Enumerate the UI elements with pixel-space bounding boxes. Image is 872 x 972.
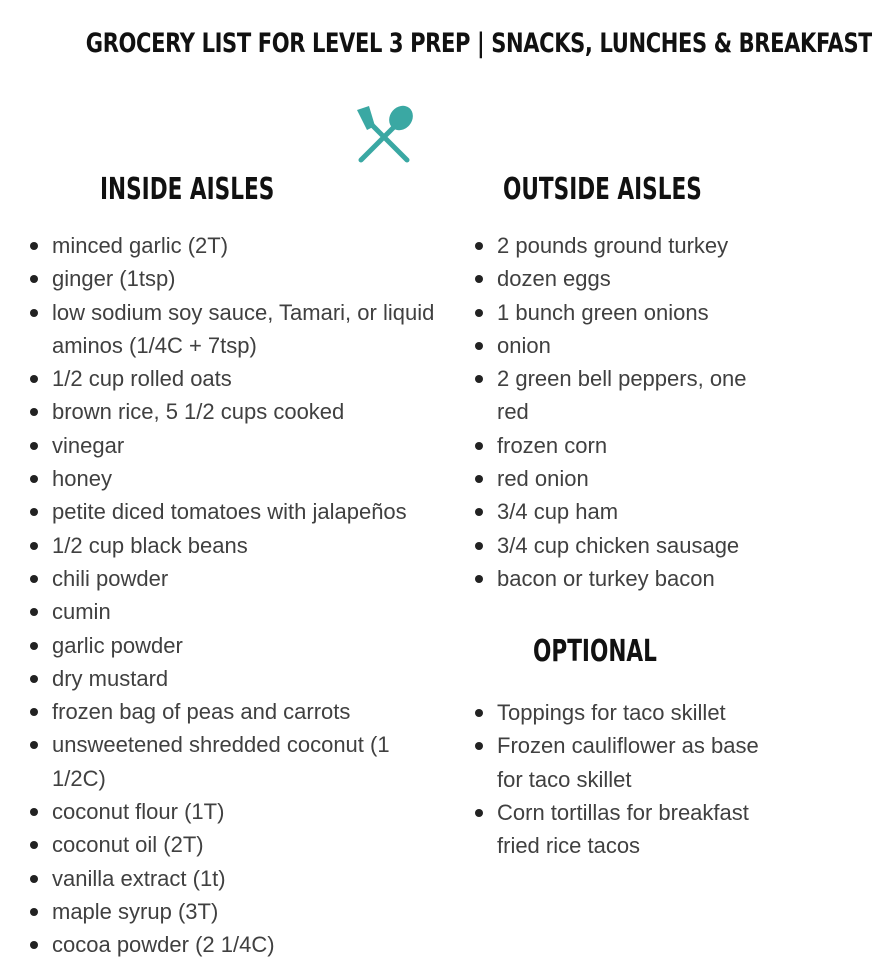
list-item: coconut flour (1T) — [27, 795, 437, 828]
list-item: low sodium soy sauce, Tamari, or liquid aminos (1/4C + 7tsp) — [27, 296, 437, 363]
list-item: red onion — [472, 462, 772, 495]
list-item: 1 bunch green onions — [472, 296, 772, 329]
list-item: cumin — [27, 595, 437, 628]
page-title: GROCERY LIST FOR LEVEL 3 PREP | SNACKS, LUNCHES & BREAKFAST — [85, 28, 872, 59]
list-item: onion — [472, 329, 772, 362]
list-item: chili powder — [27, 562, 437, 595]
list-item: bacon or turkey bacon — [472, 562, 772, 595]
outside-aisles-list — [472, 229, 772, 595]
list-item: frozen corn — [472, 429, 772, 462]
list-item: 3/4 cup chicken sausage — [472, 529, 772, 562]
list-item: 2 green bell peppers, one red — [472, 362, 772, 429]
list-item: 2 pounds ground turkey — [472, 229, 772, 262]
list-item: frozen bag of peas and carrots — [27, 695, 437, 728]
inside-aisles-list — [27, 229, 437, 962]
list-item: coconut oil (2T) — [27, 828, 437, 861]
list-item: Corn tortillas for breakfast fried rice tacos — [472, 796, 772, 863]
list-item: 3/4 cup ham — [472, 495, 772, 528]
list-item: vanilla extract (1t) — [27, 862, 437, 895]
list-item: Toppings for taco skillet — [472, 696, 772, 729]
list-item: honey — [27, 462, 437, 495]
list-item: 1/2 cup rolled oats — [27, 362, 437, 395]
list-item: Frozen cauliflower as base for taco skillet — [472, 729, 772, 796]
list-item: garlic powder — [27, 629, 437, 662]
list-item: dry mustard — [27, 662, 437, 695]
optional-list — [472, 696, 772, 862]
list-item: 1/2 cup black beans — [27, 529, 437, 562]
inside-aisles-heading: INSIDE AISLES — [100, 172, 275, 207]
list-item: minced garlic (2T) — [27, 229, 437, 262]
fork-spoon-icon — [355, 104, 415, 164]
list-item: vinegar — [27, 429, 437, 462]
list-item: cocoa powder (2 1/4C) — [27, 928, 437, 961]
outside-aisles-heading: OUTSIDE AISLES — [503, 172, 702, 207]
list-item: ginger (1tsp) — [27, 262, 437, 295]
list-item: brown rice, 5 1/2 cups cooked — [27, 395, 437, 428]
list-item: unsweetened shredded coconut (1 1/2C) — [27, 728, 437, 795]
optional-heading: OPTIONAL — [533, 634, 657, 669]
list-item: petite diced tomatoes with jalapeños — [27, 495, 437, 528]
list-item: dozen eggs — [472, 262, 772, 295]
list-item: maple syrup (3T) — [27, 895, 437, 928]
